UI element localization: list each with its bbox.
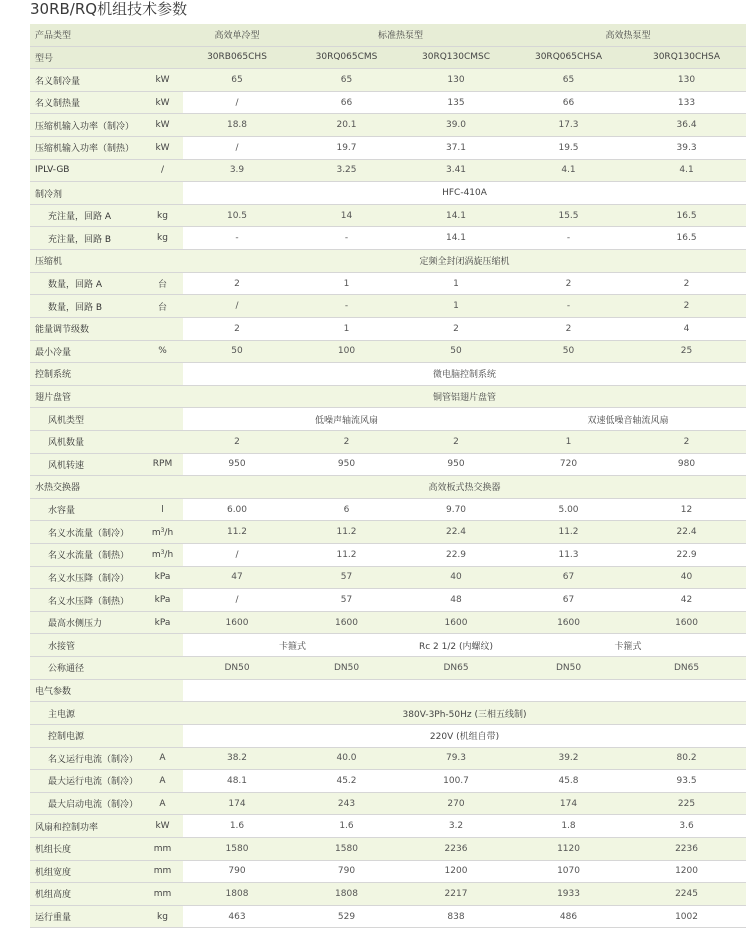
value-cell: 80.2 [627,747,746,770]
spanned-cell: 高效板式热交换器 [183,476,746,499]
row-unit: kPa [142,611,183,634]
value-cell: 2245 [627,883,746,906]
value-cell: 50 [402,340,510,363]
value-cell: 2 [402,430,510,453]
value-cell: DN65 [627,657,746,680]
spec-row [30,883,746,906]
value-cell: 67 [510,566,627,589]
spec-row [30,566,746,589]
spec-row [30,544,746,567]
value-cell: 22.9 [627,544,746,567]
value-cell: 65 [291,69,402,92]
value-cell: 950 [291,453,402,476]
value-cell: 6 [291,498,402,521]
row-label: 机组长度 [30,837,142,860]
value-cell: 30RQ065CMS [291,46,402,69]
spec-row [30,476,746,499]
row-unit: mm [142,883,183,906]
spec-row [30,137,746,160]
spec-row [30,408,746,431]
row-unit: 台 [142,272,183,295]
spanned-cell: HFC-410A [183,182,746,205]
value-cell: 3.9 [183,159,291,182]
value-cell: 1580 [291,837,402,860]
spec-row [30,91,746,114]
value-cell: 3.2 [402,815,510,838]
row-unit [142,363,183,386]
spec-row [30,204,746,227]
row-label: 最高水侧压力 [30,611,142,634]
spanned-cell: Rc 2 1/2 (内螺纹) [402,634,510,657]
row-unit: 台 [142,295,183,318]
value-cell: 1.8 [510,815,627,838]
spanned-cell: 高效热泵型 [510,24,746,46]
value-cell [183,679,291,702]
row-unit [142,182,183,205]
value-cell: 15.5 [510,204,627,227]
value-cell: DN50 [510,657,627,680]
value-cell: 22.9 [402,544,510,567]
value-cell: 1.6 [183,815,291,838]
value-cell: 39.2 [510,747,627,770]
row-unit: RPM [142,453,183,476]
spanned-cell: 220V (机组自带) [183,724,746,747]
row-label: 最大运行电流（制冷） [30,770,142,793]
value-cell: 1120 [510,837,627,860]
value-cell: 48 [402,589,510,612]
value-cell: 720 [510,453,627,476]
value-cell: 133 [627,91,746,114]
value-cell: 16.5 [627,204,746,227]
row-unit: kPa [142,566,183,589]
value-cell: 2 [183,317,291,340]
row-unit: $m^3/h$ [142,521,183,544]
value-cell [627,679,746,702]
value-cell: DN50 [183,657,291,680]
value-cell: 65 [183,69,291,92]
row-unit: kg [142,227,183,250]
row-unit: kPa [142,589,183,612]
row-label: 名义水压降（制冷） [30,566,142,589]
value-cell: 1933 [510,883,627,906]
value-cell: 3.25 [291,159,402,182]
value-cell: 30RB065CHS [183,46,291,69]
row-label: 数量，回路 A [30,272,142,295]
spec-row [30,792,746,815]
value-cell: 1600 [510,611,627,634]
value-cell: 790 [291,860,402,883]
value-cell: 10.5 [183,204,291,227]
value-cell: 11.3 [510,544,627,567]
value-cell: / [183,137,291,160]
row-label: 水热交换器 [30,476,142,499]
value-cell: 4.1 [627,159,746,182]
value-cell: 2217 [402,883,510,906]
value-cell: 50 [510,340,627,363]
spec-row [30,114,746,137]
spec-row [30,837,746,860]
value-cell: 19.7 [291,137,402,160]
value-cell: 463 [183,905,291,928]
value-cell: 57 [291,589,402,612]
row-unit [142,317,183,340]
value-cell: 2 [510,272,627,295]
row-label: 能量调节级数 [30,317,142,340]
value-cell: 16.5 [627,227,746,250]
row-label: 机组高度 [30,883,142,906]
row-label: 风扇和控制功率 [30,815,142,838]
value-cell: 11.2 [291,521,402,544]
row-unit [142,385,183,408]
value-cell: 20.1 [291,114,402,137]
spanned-cell: 高效单冷型 [183,24,291,46]
row-label: 名义运行电流（制冷） [30,747,142,770]
spec-row [30,905,746,928]
row-label: 充注量，回路 A [30,204,142,227]
value-cell: - [183,227,291,250]
value-cell: 3.41 [402,159,510,182]
value-cell: 130 [402,69,510,92]
value-cell: 36.4 [627,114,746,137]
value-cell: / [183,295,291,318]
value-cell: 50 [183,340,291,363]
row-label: 压缩机 [30,250,142,273]
value-cell: 486 [510,905,627,928]
value-cell: 1002 [627,905,746,928]
row-unit: $m^3/h$ [142,544,183,567]
value-cell: DN50 [291,657,402,680]
row-label: 名义制热量 [30,91,142,114]
value-cell: / [183,544,291,567]
row-label: 控制电源 [30,724,142,747]
value-cell: 19.5 [510,137,627,160]
row-label: 名义水流量（制热） [30,544,142,567]
value-cell: 30RQ130CHSA [627,46,746,69]
value-cell: 14 [291,204,402,227]
value-cell: 40.0 [291,747,402,770]
row-label: 名义制冷量 [30,69,142,92]
value-cell: 2236 [627,837,746,860]
value-cell: 950 [402,453,510,476]
value-cell: 270 [402,792,510,815]
row-label: 翅片盘管 [30,385,142,408]
value-cell: 67 [510,589,627,612]
row-label: 主电源 [30,702,142,725]
value-cell: DN65 [402,657,510,680]
value-cell: 1 [291,317,402,340]
row-unit: kW [142,69,183,92]
row-label: 电气参数 [30,679,142,702]
value-cell: 14.1 [402,204,510,227]
value-cell: 2 [627,272,746,295]
value-cell: 38.2 [183,747,291,770]
row-label: 风机数量 [30,430,142,453]
value-cell: 2 [183,272,291,295]
value-cell: 12 [627,498,746,521]
value-cell [510,679,627,702]
spec-row [30,521,746,544]
row-unit [142,24,183,46]
value-cell: 135 [402,91,510,114]
spec-row [30,611,746,634]
spec-row [30,430,746,453]
spec-row [30,657,746,680]
row-label: 名义水流量（制冷） [30,521,142,544]
value-cell: / [183,589,291,612]
row-unit: kg [142,204,183,227]
row-label: 最大启动电流（制冷） [30,792,142,815]
row-unit: % [142,340,183,363]
spanned-cell: 微电脑控制系统 [183,363,746,386]
spec-row [30,159,746,182]
value-cell: - [510,295,627,318]
value-cell: 37.1 [402,137,510,160]
spec-row [30,250,746,273]
value-cell: 2 [510,317,627,340]
spec-table [30,24,746,928]
row-unit [142,702,183,725]
value-cell: 130 [627,69,746,92]
value-cell: 980 [627,453,746,476]
row-unit: mm [142,837,183,860]
row-label: 压缩机输入功率（制冷） [30,114,142,137]
spec-row [30,227,746,250]
value-cell: 6.00 [183,498,291,521]
value-cell: 2 [183,430,291,453]
value-cell: 11.2 [183,521,291,544]
row-unit [142,657,183,680]
row-label: 公称通径 [30,657,142,680]
row-unit: A [142,792,183,815]
value-cell: / [183,91,291,114]
value-cell: 3.6 [627,815,746,838]
value-cell: 1 [291,272,402,295]
spec-row [30,182,746,205]
value-cell: 2 [627,295,746,318]
row-label: 运行重量 [30,905,142,928]
value-cell: 45.2 [291,770,402,793]
value-cell: 1600 [402,611,510,634]
spec-row [30,679,746,702]
value-cell: 65 [510,69,627,92]
row-unit [142,408,183,431]
row-unit [142,679,183,702]
page-title: 30RB/RQ机组技术参数 [30,0,188,18]
spanned-cell: 标准热泵型 [291,24,510,46]
value-cell: 5.00 [510,498,627,521]
value-cell: 40 [627,566,746,589]
spec-row [30,453,746,476]
value-cell: 93.5 [627,770,746,793]
value-cell: - [291,295,402,318]
spec-row [30,272,746,295]
value-cell: 39.3 [627,137,746,160]
value-cell: 100.7 [402,770,510,793]
value-cell: 42 [627,589,746,612]
row-unit [142,476,183,499]
row-label: 产品类型 [30,24,142,46]
value-cell: 1808 [291,883,402,906]
value-cell: 45.8 [510,770,627,793]
spanned-cell: 卡箍式 [183,634,402,657]
spec-row [30,317,746,340]
value-cell: 22.4 [627,521,746,544]
value-cell: - [291,227,402,250]
row-unit [142,724,183,747]
row-unit: l [142,498,183,521]
row-unit: kW [142,91,183,114]
value-cell: 9.70 [402,498,510,521]
spanned-cell: 低噪声轴流风扇 [183,408,510,431]
row-label: 水接管 [30,634,142,657]
value-cell: 1600 [291,611,402,634]
spanned-cell: 卡箍式 [510,634,746,657]
value-cell [291,679,402,702]
value-cell: 1580 [183,837,291,860]
spanned-cell: 380V-3Ph-50Hz (三相五线制) [183,702,746,725]
row-label: 充注量，回路 B [30,227,142,250]
row-unit [142,634,183,657]
spanned-cell: 双速低噪音轴流风扇 [510,408,746,431]
spec-row [30,724,746,747]
value-cell: 11.2 [291,544,402,567]
value-cell: 243 [291,792,402,815]
value-cell: 174 [510,792,627,815]
value-cell: 14.1 [402,227,510,250]
spec-row [30,340,746,363]
value-cell: 2 [402,317,510,340]
value-cell: - [510,227,627,250]
spec-row [30,747,746,770]
value-cell: 838 [402,905,510,928]
value-cell: 39.0 [402,114,510,137]
value-cell: 529 [291,905,402,928]
spec-row [30,589,746,612]
spec-row [30,702,746,725]
spanned-cell: 定频全封闭涡旋压缩机 [183,250,746,273]
row-label: 制冷剂 [30,182,142,205]
row-unit: kW [142,815,183,838]
value-cell: 66 [291,91,402,114]
value-cell: 2 [627,430,746,453]
value-cell: 950 [183,453,291,476]
spec-row [30,363,746,386]
value-cell: 1600 [627,611,746,634]
value-cell: 1070 [510,860,627,883]
value-cell: 18.8 [183,114,291,137]
spec-row [30,69,746,92]
value-cell: 174 [183,792,291,815]
spec-row [30,634,746,657]
row-label: 风机类型 [30,408,142,431]
row-label: 机组宽度 [30,860,142,883]
value-cell: 1600 [183,611,291,634]
value-cell: 1 [402,295,510,318]
row-unit [142,430,183,453]
row-label: 控制系统 [30,363,142,386]
row-unit [142,250,183,273]
row-label: 型号 [30,46,142,69]
row-label: 水容量 [30,498,142,521]
spec-row [30,815,746,838]
value-cell: 1200 [627,860,746,883]
value-cell: 225 [627,792,746,815]
value-cell: 40 [402,566,510,589]
row-unit: kg [142,905,183,928]
value-cell: 66 [510,91,627,114]
value-cell: 22.4 [402,521,510,544]
row-label: IPLV-GB [30,159,142,182]
value-cell: 4 [627,317,746,340]
value-cell: 17.3 [510,114,627,137]
row-label: 风机转速 [30,453,142,476]
row-unit [142,46,183,69]
value-cell: 2236 [402,837,510,860]
value-cell: 1 [402,272,510,295]
spec-row [30,24,746,46]
value-cell [402,679,510,702]
value-cell: 11.2 [510,521,627,544]
row-unit: kW [142,137,183,160]
spec-row [30,385,746,408]
row-unit: A [142,770,183,793]
spanned-cell: 铜管铝翅片盘管 [183,385,746,408]
row-label: 名义水压降（制热） [30,589,142,612]
value-cell: 25 [627,340,746,363]
value-cell: 79.3 [402,747,510,770]
value-cell: 30RQ130CMSC [402,46,510,69]
value-cell: 4.1 [510,159,627,182]
spec-row [30,46,746,69]
row-unit: kW [142,114,183,137]
row-label: 数量，回路 B [30,295,142,318]
value-cell: 1200 [402,860,510,883]
value-cell: 47 [183,566,291,589]
row-unit: mm [142,860,183,883]
value-cell: 30RQ065CHSA [510,46,627,69]
row-unit: / [142,159,183,182]
row-unit: A [142,747,183,770]
value-cell: 790 [183,860,291,883]
value-cell: 1.6 [291,815,402,838]
row-label: 最小冷量 [30,340,142,363]
spec-row [30,860,746,883]
value-cell: 1808 [183,883,291,906]
value-cell: 1 [510,430,627,453]
row-label: 压缩机输入功率（制热） [30,137,142,160]
value-cell: 2 [291,430,402,453]
spec-row [30,770,746,793]
spec-row [30,295,746,318]
value-cell: 48.1 [183,770,291,793]
value-cell: 57 [291,566,402,589]
value-cell: 100 [291,340,402,363]
spec-row [30,498,746,521]
